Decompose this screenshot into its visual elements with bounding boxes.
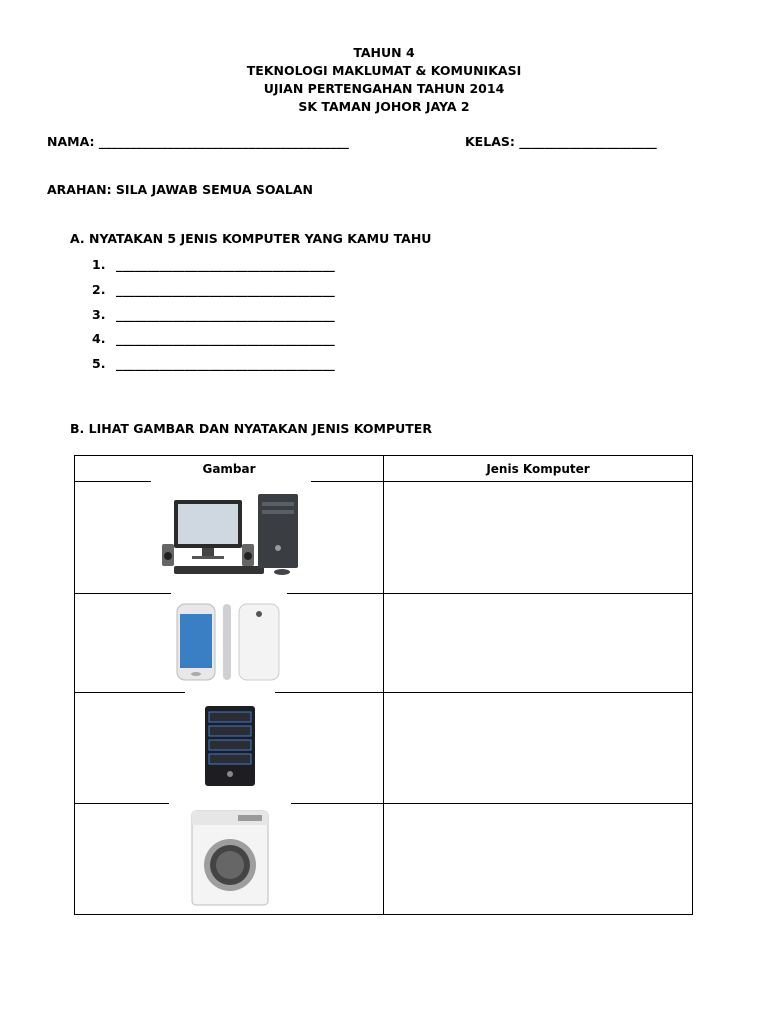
answer-cell[interactable]: [384, 482, 693, 594]
answer-line-2[interactable]: 2. ___________________________________: [92, 281, 335, 297]
smartphone-image: [171, 602, 287, 682]
answer-line-3[interactable]: 3. ___________________________________: [92, 306, 335, 322]
column-header-picture: Gambar: [75, 456, 384, 482]
header-year: TAHUN 4: [353, 45, 415, 60]
picture-cell: [75, 804, 384, 915]
section-b-title: B. LIHAT GAMBAR DAN NYATAKAN JENIS KOMPUTER: [70, 421, 432, 436]
server-tower-image: [195, 702, 265, 792]
name-field[interactable]: NAMA: ________________________________________: [47, 134, 349, 149]
table-row: [75, 482, 693, 594]
table-row: [75, 804, 693, 915]
picture-cell: [75, 482, 384, 594]
class-field[interactable]: KELAS: ______________________: [465, 134, 657, 149]
table-row: [75, 594, 693, 693]
answer-cell[interactable]: [384, 594, 693, 693]
header-exam: UJIAN PERTENGAHAN TAHUN 2014: [263, 81, 505, 96]
answer-line-1[interactable]: 1. ___________________________________: [92, 257, 335, 272]
header-school: SK TAMAN JOHOR JAYA 2: [298, 99, 470, 114]
answer-line-4[interactable]: 4. ___________________________________: [92, 331, 335, 347]
column-header-type: Jenis Komputer: [384, 456, 693, 482]
answer-cell[interactable]: [384, 693, 693, 804]
answer-cell[interactable]: [384, 804, 693, 915]
section-a-answer-list: [92, 257, 335, 381]
section-a-title: A. NYATAKAN 5 JENIS KOMPUTER YANG KAMU TAHU: [70, 231, 432, 246]
instructions: ARAHAN: SILA JAWAB SEMUA SOALAN: [47, 182, 313, 197]
header-subject: TEKNOLOGI MAKLUMAT & KOMUNIKASI: [246, 63, 522, 78]
washing-machine-image: [188, 809, 272, 907]
picture-cell: [75, 693, 384, 804]
table-row: [75, 693, 693, 804]
table-header-row: [75, 456, 693, 482]
worksheet-header: [0, 44, 768, 116]
computer-type-table: [74, 455, 693, 915]
desktop-computer-image: [156, 492, 306, 582]
answer-line-5[interactable]: 5. ___________________________________: [92, 356, 335, 371]
picture-cell: [75, 594, 384, 693]
